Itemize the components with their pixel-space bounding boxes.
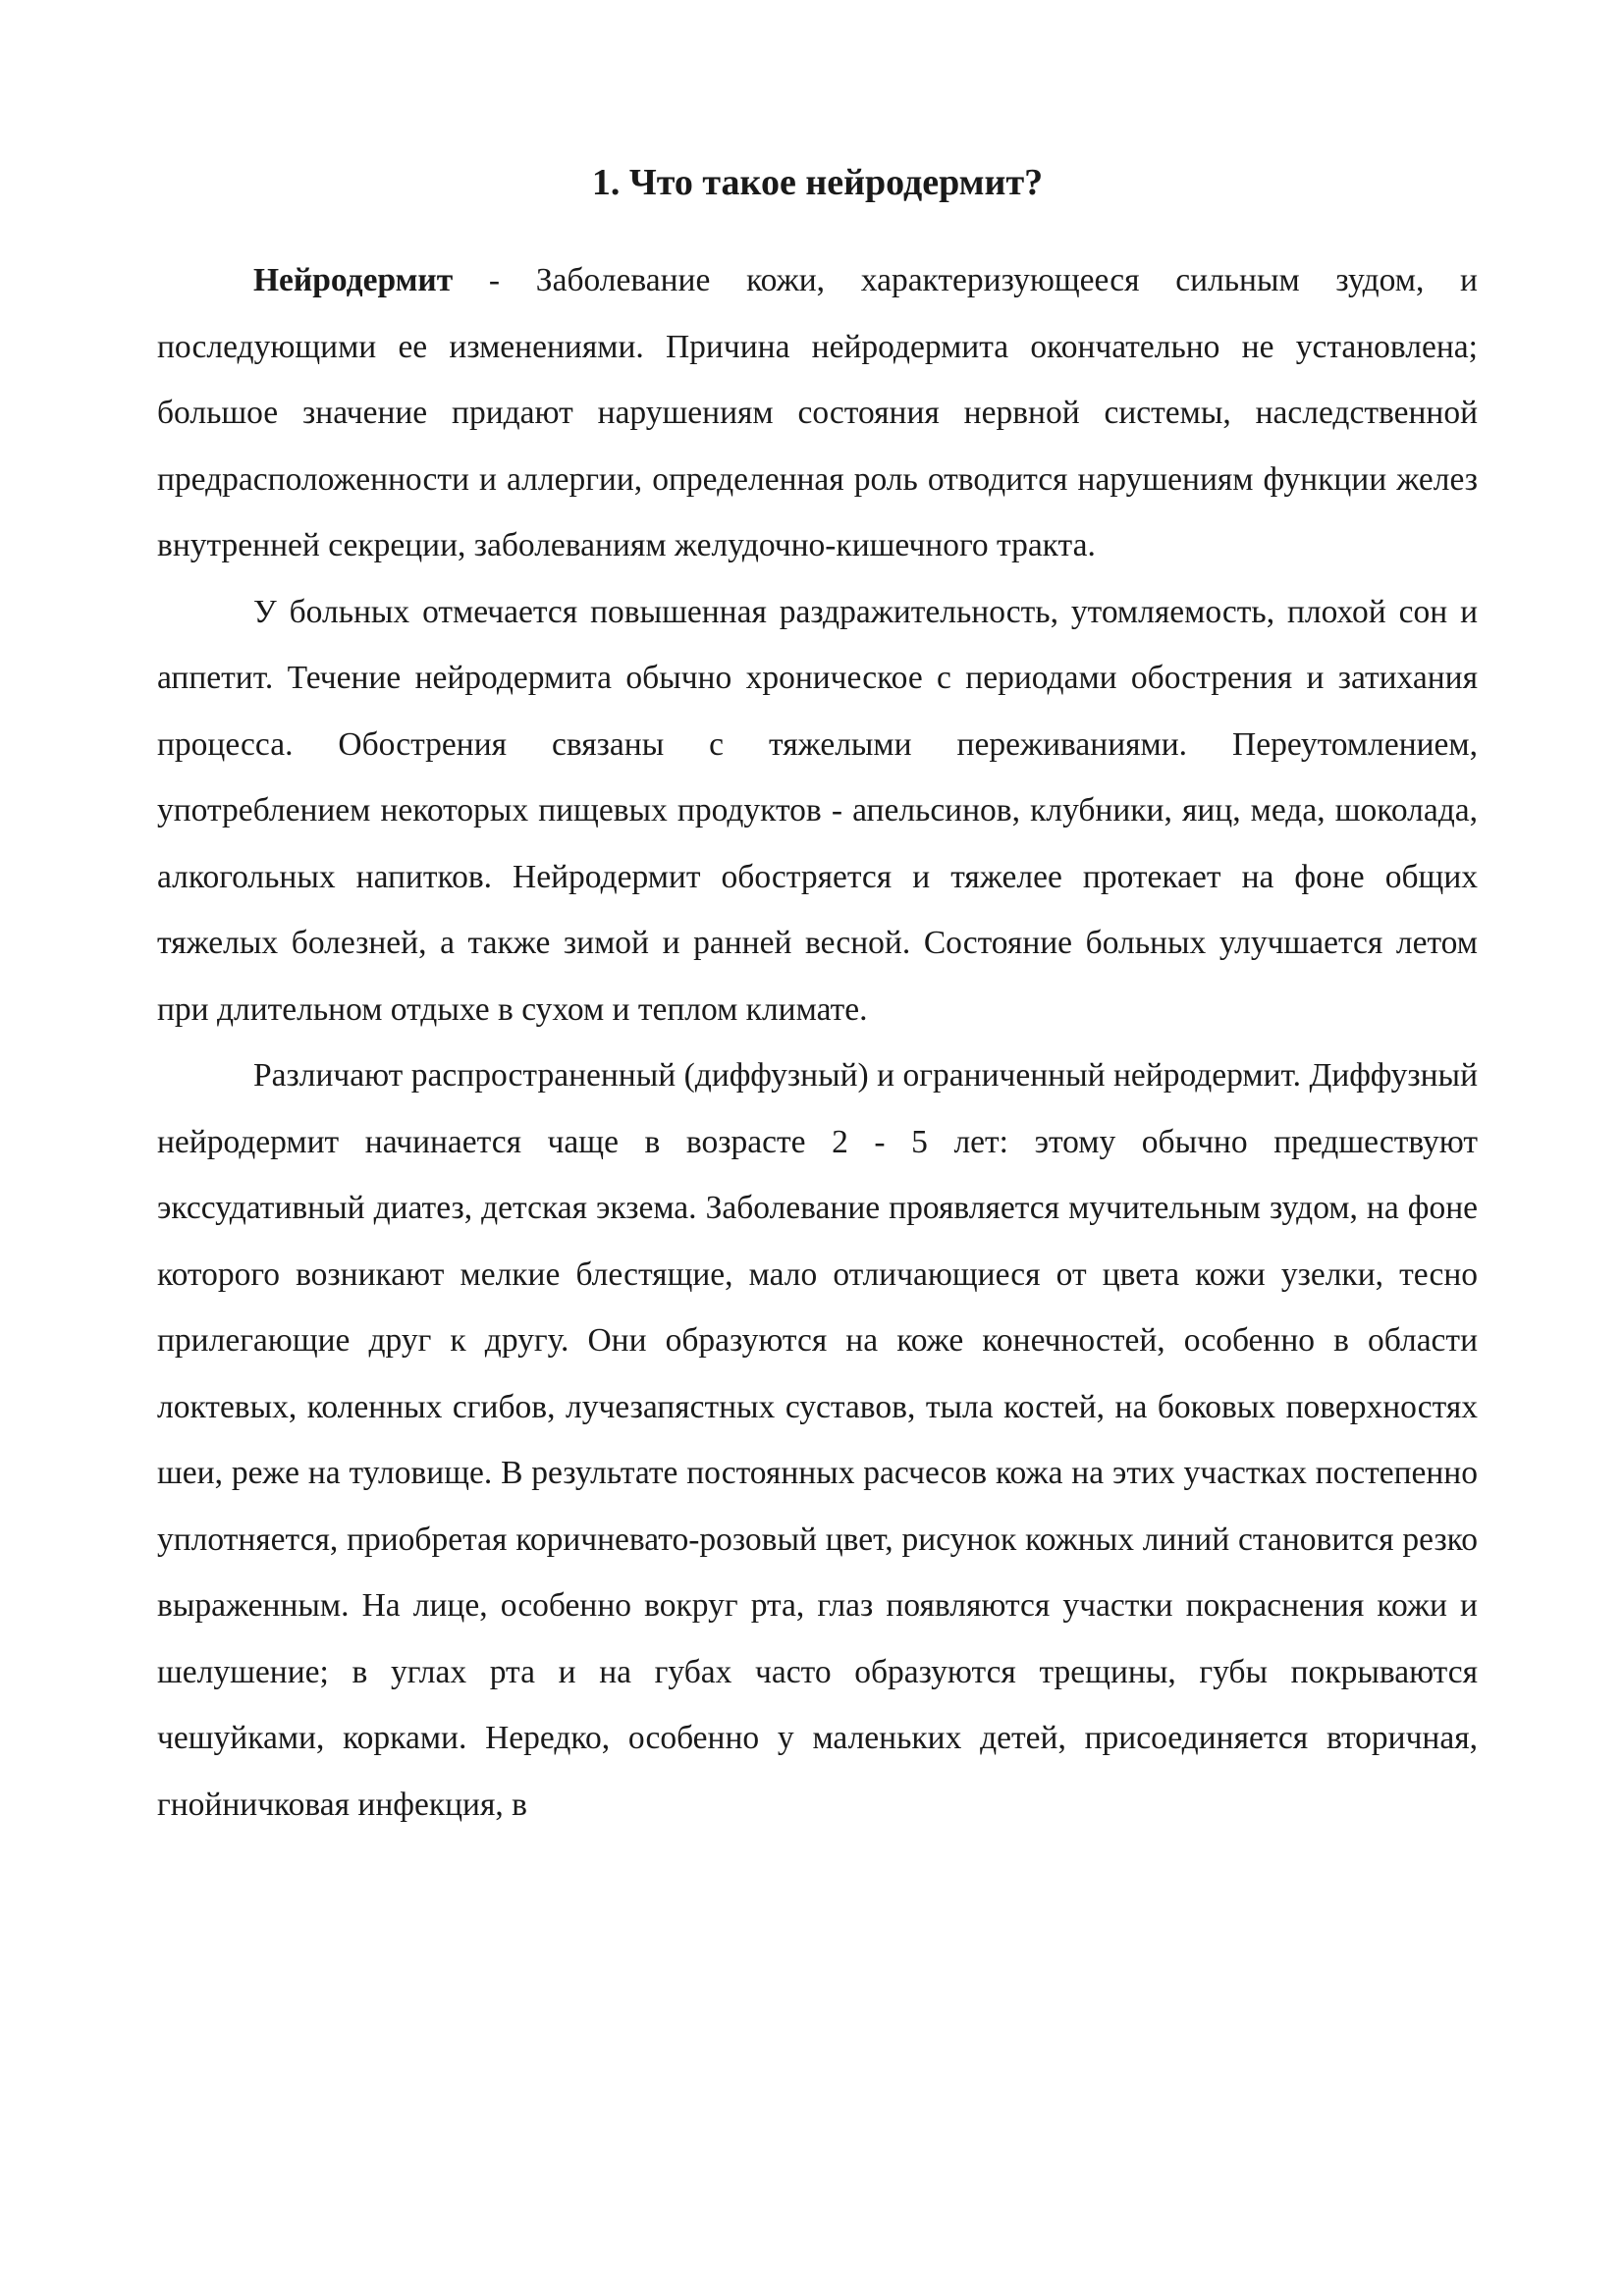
document-body — [157, 159, 1478, 1838]
paragraph-definition — [157, 247, 1478, 579]
term-bold: Нейродермит — [253, 262, 454, 298]
section-title: 1. Что такое нейродермит? — [591, 162, 1044, 203]
paragraph-symptoms — [157, 579, 1478, 1043]
paragraph-forms — [157, 1042, 1478, 1838]
paragraph-text: - Заболевание кожи, характеризующееся сильным зудом, и последующими ее изменениями. Причина нейродермита окончательно не установлена; большое значение придают нарушениям состояния нервной системы, наследственной предрасположенности и аллергии, определенная роль отводится нарушениям функции желез внутренней секреции, заболеваниям желудочно-кишечного тракта. — [157, 262, 1478, 563]
paragraph-text: У больных отмечается повышенная раздражительность, утомляемость, плохой сон и аппетит. Течение нейродермита обычно хроническое с периодами обострения и затихания процесса. Обострения связаны с тяжелыми переживаниями. Переутомлением, употреблением некоторых пищевых продуктов - апельсинов, клубники, яиц, меда, шоколада, алкогольных напитков. Нейродермит обостряется и тяжелее протекает на фоне общих тяжелых болезней, а также зимой и ранней весной. Состояние больных улучшается летом при длительном отдыхе в сухом и теплом климате. — [157, 593, 1478, 1028]
paragraph-text: Различают распространенный (диффузный) и ограниченный нейродермит. Диффузный нейродермит начинается чаще в возрасте 2 - 5 лет: этому обычно предшествуют экссудативный диатез, детская экзема. Заболевание проявляется мучительным зудом, на фоне которого возникают мелкие блестящие, мало отличающиеся от цвета кожи узелки, тесно прилегающие друг к другу. Они образуются на коже конечностей, особенно в области локтевых, коленных сгибов, лучезапястных суставов, тыла костей, на боковых поверхностях шеи, реже на туловище. В результате постоянных расчесов кожа на этих участках постепенно уплотняется, приобретая коричневато-розовый цвет, рисунок кожных линий становится резко выраженным. На лице, особенно вокруг рта, глаз появляются участки покраснения кожи и шелушение; в углах рта и на губах часто образуются трещины, губы покрываются чешуйками, корками. Нередко, особенно у маленьких детей, присоединяется вторичная, гнойничковая инфекция, в — [157, 1057, 1478, 1823]
